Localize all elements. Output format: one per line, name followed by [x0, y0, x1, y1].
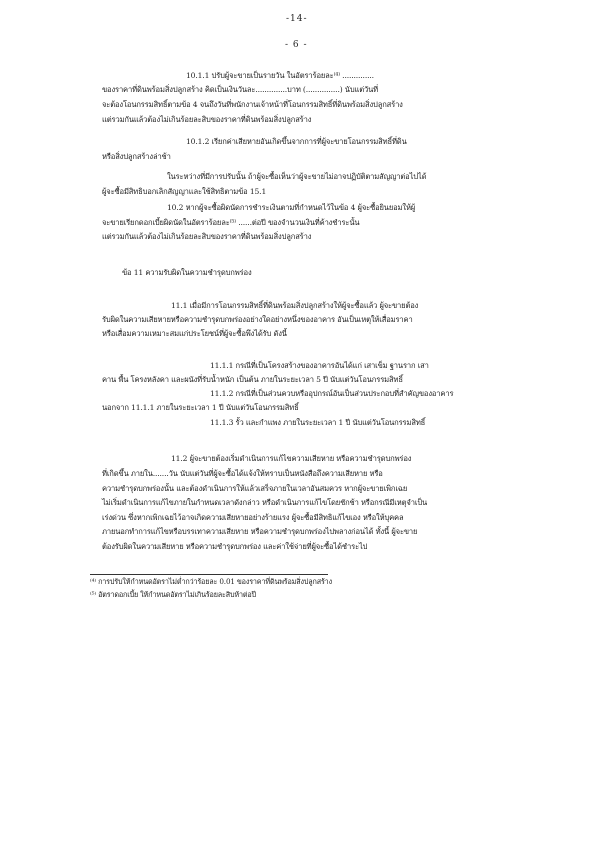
- clause-11-1-1-line-1: 11.1.1 กรณีที่เป็นโครงสร้างของอาคารอันได้แก่ เสาเข็ม ฐานราก เสา: [210, 361, 429, 370]
- clause-11-1-line-2: รับผิดในความเสียหายหรือความชำรุดบกพร่องอย่างใดอย่างหนึ่งของอาคาร อันเป็นเหตุให้เสื่อมราคา: [102, 315, 413, 324]
- clause-11-2-line-7: ต้องรับผิดในความเสียหาย หรือความชำรุดบกพร่อง และค่าใช้จ่ายที่ผู้จะซื้อได้ชำระไป: [102, 542, 368, 551]
- clause-10-1-1-line-4: แต่รวมกันแล้วต้องไม่เกินร้อยละสิบของราคาที่ดินพร้อมสิ่งปลูกสร้าง: [102, 115, 312, 124]
- clause-10-2-line-1: 10.2 หากผู้จะซื้อผิดนัดการชำระเงินตามที่กำหนดไว้ในข้อ 4 ผู้จะซื้อยินยอมให้ผู้: [167, 203, 416, 212]
- page-number-inner: - 6 -: [285, 40, 308, 50]
- clause-11-1-1-line-2: คาน พื้น โครงหลังคา และผนังที่รับน้ำหนัก เป็นต้น ภายในระยะเวลา 5 ปี นับแต่วันโอนกรรมสิทธิ์: [102, 375, 403, 384]
- clause-11-2-line-3: ความชำรุดบกพร่องนั้น และต้องดำเนินการให้แล้วเสร็จภายในเวลาอันสมควร หากผู้จะขายเพิกเฉย: [102, 484, 408, 493]
- clause-11-2-line-4: ไม่เริ่มดำเนินการแก้ไขภายในกำหนดเวลาดังกล่าว หรือดำเนินการแก้ไขโดยชักช้า หรือกรณีมีเหตุจำเป็น: [102, 498, 428, 507]
- clause-10-2-line-2: จะขายเรียกดอกเบี้ยผิดนัดในอัตราร้อยละ⁽⁵⁾ ......ต่อปี ของจำนวนเงินที่ค้างชำระนั้น: [102, 218, 360, 227]
- clause-10-1-para-line-2: ผู้จะซื้อมีสิทธิบอกเลิกสัญญาและใช้สิทธิตามข้อ 15.1: [102, 187, 267, 196]
- clause-11-1-3-line: 11.1.3 รั้ว และกำแพง ภายในระยะเวลา 1 ปี นับแต่วันโอนกรรมสิทธิ์: [210, 418, 426, 427]
- clause-11-2-line-6: ภายนอกทำการแก้ไขหรือบรรเทาความเสียหาย หรือความชำรุดบกพร่องไปพลางก่อนได้ ทั้งนี้ ผู้จะขาย: [102, 527, 418, 536]
- clause-11-1-line-3: หรือเสื่อมความเหมาะสมแก่ประโยชน์ที่ผู้จะซื้อพึงได้รับ ดังนี้: [102, 329, 287, 338]
- clause-10-2-line-3: แต่รวมกันแล้วต้องไม่เกินร้อยละสิบของราคาที่ดินพร้อมสิ่งปลูกสร้าง: [102, 232, 312, 241]
- clause-11-1-2-line-1: 11.1.2 กรณีที่เป็นส่วนควบหรืออุปกรณ์อันเป็นส่วนประกอบที่สำคัญของอาคาร: [210, 389, 454, 398]
- clause-10-1-1-line-1: 10.1.1 ปรับผู้จะขายเป็นรายวัน ในอัตราร้อยละ⁽⁴⁾ ..............: [186, 71, 374, 80]
- clause-11-1-line-1: 11.1 เมื่อมีการโอนกรรมสิทธิ์ที่ดินพร้อมสิ่งปลูกสร้างให้ผู้จะซื้อแล้ว ผู้จะขายต้อง: [171, 301, 419, 310]
- clause-10-1-1-line-2: ของราคาที่ดินพร้อมสิ่งปลูกสร้าง คิดเป็นเงินวันละ..............บาท (...............) นับแต่วันที่: [102, 85, 379, 94]
- page-number-outer: -14-: [286, 14, 308, 24]
- clause-10-1-1-line-3: จะต้องโอนกรรมสิทธิ์ตามข้อ 4 จนถึงวันที่พนักงานเจ้าหน้าที่โอนกรรมสิทธิ์ที่ดินพร้อมสิ่งปลูกสร้าง: [102, 100, 403, 109]
- clause-10-1-2-line-1: 10.1.2 เรียกค่าเสียหายอันเกิดขึ้นจากการที่ผู้จะขายโอนกรรมสิทธิ์ที่ดิน: [186, 137, 407, 146]
- clause-11-2-line-1: 11.2 ผู้จะขายต้องเริ่มดำเนินการแก้ไขความเสียหาย หรือความชำรุดบกพร่อง: [171, 454, 412, 463]
- clause-10-1-para-line-1: ในระหว่างที่มีการปรับนั้น ถ้าผู้จะซื้อเห็นว่าผู้จะขายไม่อาจปฏิบัติตามสัญญาต่อไปได้: [167, 172, 427, 181]
- clause-11-2-line-2: ที่เกิดขึ้น ภายใน.......วัน นับแต่วันที่ผู้จะซื้อได้แจ้งให้ทราบเป็นหนังสือถึงความเสียหาย หรือ: [102, 469, 383, 478]
- clause-11-1-2-line-2: นอกจาก 11.1.1 ภายในระยะเวลา 1 ปี นับแต่วันโอนกรรมสิทธิ์: [102, 403, 299, 412]
- footnote-4: ⁽⁴⁾ การปรับให้กำหนดอัตราไม่ต่ำกว่าร้อยละ 0.01 ของราคาที่ดินพร้อมสิ่งปลูกสร้าง: [90, 577, 332, 586]
- clause-11-2-line-5: เร่งด่วน ซึ่งหากเพิกเฉยไว้อาจเกิดความเสียหายอย่างร้ายแรง ผู้จะซื้อมีสิทธิแก้ไขเอง หรือให้บุคคล: [102, 513, 404, 522]
- clause-10-1-2-line-2: หรือสิ่งปลูกสร้างล่าช้า: [102, 152, 171, 161]
- section-11-heading: ข้อ 11 ความรับผิดในความชำรุดบกพร่อง: [122, 268, 252, 277]
- footnote-divider: [90, 574, 328, 575]
- footnote-5: ⁽⁵⁾ อัตราดอกเบี้ย ให้กำหนดอัตราไม่เกินร้อยละสิบห้าต่อปี: [90, 590, 256, 599]
